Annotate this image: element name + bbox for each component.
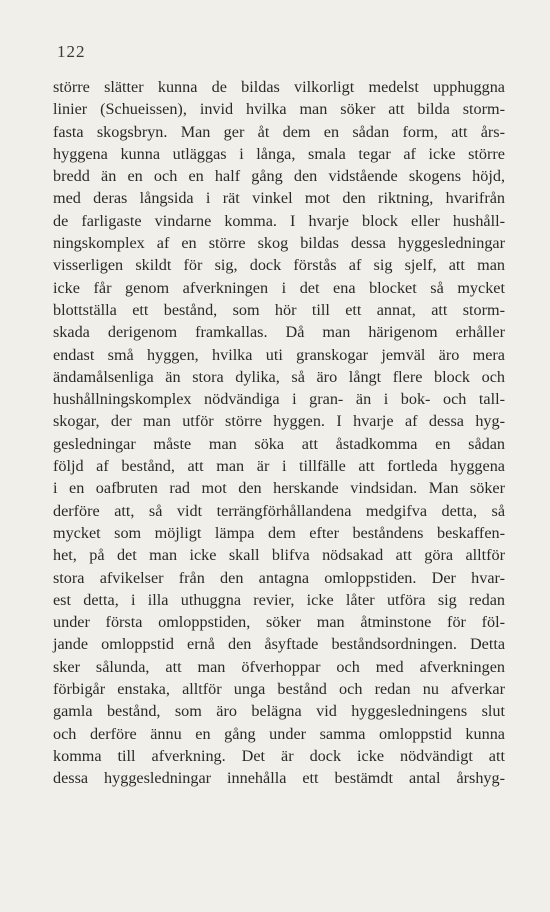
text-line: icke får genom afverkningen i det ena blocket så mycket	[53, 278, 505, 297]
text-line: de farligaste vindarne komma. I hvarje block eller hushåll-	[53, 211, 505, 230]
text-line: och derföre ännu en gång under samma omloppstid kunna	[53, 724, 505, 743]
text-line: dessa hyggesledningar innehålla ett bestämdt antal årshyg-	[53, 769, 505, 788]
text-line: est detta, i illa uthuggna revier, icke låter utföra sig redan	[53, 590, 505, 609]
text-line: gesledningar måste man söka att åstadkomma en sådan	[53, 434, 505, 453]
text-line: bredd än en och en half gång den vidstående skogens höjd,	[53, 167, 505, 186]
text-line: fasta skogsbryn. Man ger åt dem en sådan form, att års-	[53, 122, 505, 141]
body-text	[53, 76, 505, 790]
text-line: stora afvikelser från den antagna omloppstiden. Der hvar-	[53, 568, 505, 587]
text-line: skada derigenom framkallas. Då man härigenom erhåller	[53, 323, 505, 342]
text-line: het, på det man icke skall blifva nödsakad att göra alltför	[53, 546, 505, 565]
text-line: derföre att, så vidt terrängförhållandena medgifva detta, så	[53, 501, 505, 520]
text-line: visserligen skildt för sig, dock förstås af sig sjelf, att man	[53, 256, 505, 275]
text-line: följd af bestånd, att man är i tillfälle att fortleda hyggena	[53, 457, 505, 476]
text-line: linier (Schueissen), invid hvilka man söker att bilda storm-	[53, 100, 505, 119]
text-line: hyggena kunna utläggas i långa, smala tegar af icke större	[53, 144, 505, 163]
text-line: ningskomplex af en större skog bildas dessa hyggesledningar	[53, 234, 505, 253]
page-number: 122	[57, 42, 86, 61]
text-line: hushållningskomplex nödvändiga i gran- än i bok- och tall-	[53, 390, 505, 409]
text-line: förbigår enstaka, alltför unga bestånd och redan nu afverkar	[53, 680, 505, 699]
text-line: jande omloppstid ernå den åsyftade beståndsordningen. Detta	[53, 635, 505, 654]
text-line: under första omloppstiden, söker man åtminstone för föl-	[53, 613, 505, 632]
text-line: gamla bestånd, som äro belägna vid hyggesledningens slut	[53, 702, 505, 721]
text-line: mycket som möjligt lämpa dem efter beståndens beskaffen-	[53, 523, 505, 542]
text-line: sker sålunda, att man öfverhoppar och med afverkningen	[53, 657, 505, 676]
text-line: komma till afverkning. Det är dock icke nödvändigt att	[53, 746, 505, 765]
text-line: ändamålsenliga än stora dylika, så äro långt flere block och	[53, 367, 505, 386]
text-line: skogar, der man utför större hyggen. I hvarje af dessa hyg-	[53, 412, 505, 431]
text-line: i en oafbruten rad mot den herskande vindsidan. Man söker	[53, 479, 505, 498]
text-line: endast små hyggen, hvilka uti granskogar jemväl äro mera	[53, 345, 505, 364]
text-line: större slätter kunna de bildas vilkorligt medelst upphuggna	[53, 78, 505, 96]
text-line: med deras långsida i rät vinkel mot den riktning, hvarifrån	[53, 189, 505, 208]
text-line: blottställa ett bestånd, som hör till ett annat, att storm-	[53, 300, 505, 319]
